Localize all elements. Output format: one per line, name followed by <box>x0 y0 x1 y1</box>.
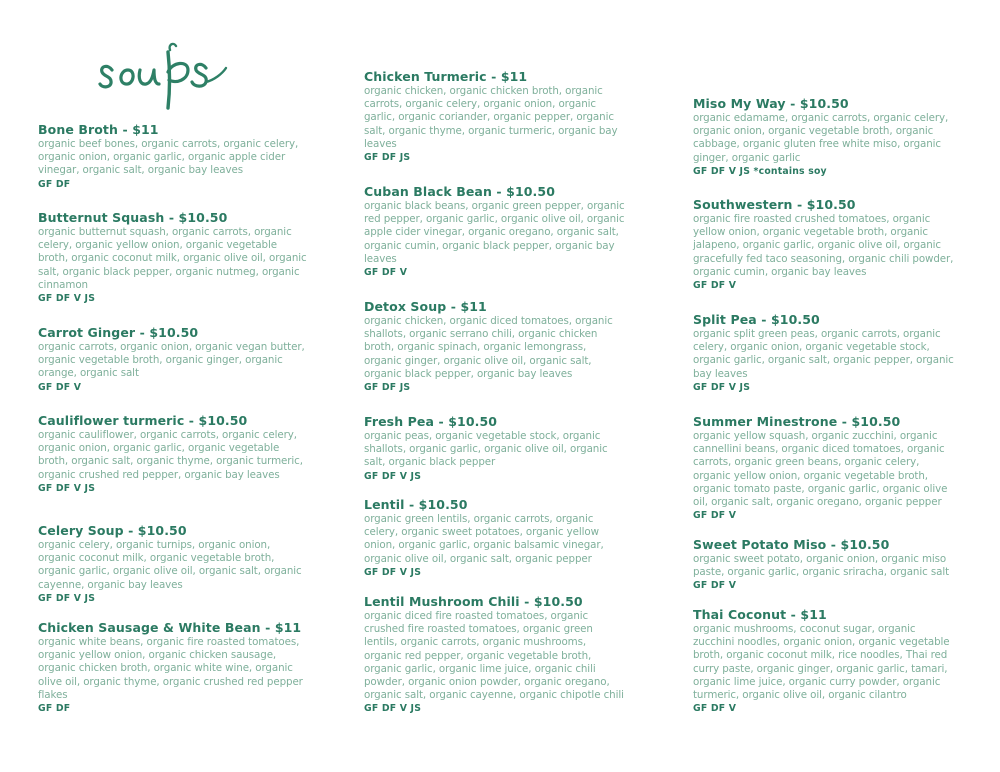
soup-ingredients: organic chicken, organic chicken broth, organic carrots, organic celery, organic onion, organic garlic, organic coriander, organic pepper, organic salt, organic thyme, organic turmeric, organic bay leaves <box>364 85 618 150</box>
menu-item <box>38 620 308 715</box>
diet-tags: GF DF <box>38 178 71 190</box>
diet-tags: GF DF V JS <box>38 482 96 494</box>
soup-name: Celery Soup - $10.50 <box>38 523 187 538</box>
diet-tags: GF DF V <box>38 381 82 393</box>
soup-ingredients: organic fire roasted crushed tomatoes, organic yellow onion, organic vegetable broth, organic jalapeno, organic garlic, organic olive oil, organic gracefully fed taco seasoning, organic chili powder, organic cumin, organic bay leaves <box>693 213 954 278</box>
menu-item <box>364 594 626 715</box>
soup-ingredients: organic edamame, organic carrots, organic celery, organic onion, organic vegetable broth, organic cabbage, organic gluten free white miso, organic ginger, organic garlic <box>693 112 949 164</box>
soup-ingredients: organic beef bones, organic carrots, organic celery, organic onion, organic garlic, organic apple cider vinegar, organic salt, organic bay leaves <box>38 138 299 177</box>
diet-tags: GF DF V JS <box>364 703 422 715</box>
menu-item <box>693 96 955 178</box>
menu-item <box>693 607 955 715</box>
soup-name: Detox Soup - $11 <box>364 299 487 314</box>
soup-ingredients: organic mushrooms, coconut sugar, organic zucchini noodles, organic onion, organic vegetable broth, organic coconut milk, rice noodles, Thai red curry paste, organic ginger, organic garlic, tamari, organic lime juice, organic curry powder, organic turmeric, organic olive oil, organic cilantro <box>693 623 950 702</box>
diet-tags: GF DF JS <box>364 152 411 164</box>
soup-name: Chicken Sausage & White Bean - $11 <box>38 620 302 635</box>
menu-item <box>38 413 308 495</box>
menu-item <box>693 197 955 292</box>
soup-name: Chicken Turmeric - $11 <box>364 69 528 84</box>
menu-item <box>38 325 308 394</box>
diet-tags: GF DF V JS <box>693 381 751 393</box>
diet-tags: GF DF V JS *contains soy <box>693 165 827 177</box>
menu-item <box>364 497 626 579</box>
diet-tags: GF DF <box>38 703 71 715</box>
soup-name: Sweet Potato Miso - $10.50 <box>693 537 890 552</box>
diet-tags: GF DF V <box>693 280 737 292</box>
soup-name: Miso My Way - $10.50 <box>693 96 849 111</box>
soup-name: Fresh Pea - $10.50 <box>364 414 498 429</box>
menu-item <box>693 537 955 592</box>
soup-ingredients: organic butternut squash, organic carrots, organic celery, organic yellow onion, organic vegetable broth, organic coconut milk, organic olive oil, organic salt, organic black pepper, organic nutmeg, organic cinnamon <box>38 226 307 291</box>
soup-ingredients: organic yellow squash, organic zucchini, organic cannellini beans, organic diced tomatoes, organic carrots, organic green beans, organic celery, organic yellow onion, organic vegetable broth, organic tomato paste, organic garlic, organic olive oil, organic salt, organic oregano, organic pepper <box>693 430 948 509</box>
diet-tags: GF DF V JS <box>38 293 96 305</box>
soup-ingredients: organic white beans, organic fire roasted tomatoes, organic yellow onion, organic chicken sausage, organic chicken broth, organic white wine, organic olive oil, organic thyme, organic crushed red pepper flakes <box>38 636 303 701</box>
diet-tags: GF DF V <box>693 580 737 592</box>
soup-ingredients: organic peas, organic vegetable stock, organic shallots, organic garlic, organic olive oil, organic salt, organic black pepper <box>364 430 608 469</box>
soups-script-logo <box>98 30 238 112</box>
soup-ingredients: organic chicken, organic diced tomatoes, organic shallots, organic serrano chili, organic chicken broth, organic spinach, organic lemongrass, organic ginger, organic olive oil, organic salt, organic black pepper, organic bay leaves <box>364 315 613 380</box>
soup-name: Butternut Squash - $10.50 <box>38 210 228 225</box>
menu-item <box>364 69 626 164</box>
soup-name: Lentil - $10.50 <box>364 497 468 512</box>
soup-ingredients: organic green lentils, organic carrots, organic celery, organic sweet potatoes, organic yellow onion, organic garlic, organic balsamic vinegar, organic olive oil, organic salt, organic pepper <box>364 513 604 565</box>
soup-ingredients: organic diced fire roasted tomatoes, organic crushed fire roasted tomatoes, organic green lentils, organic carrots, organic mushrooms, organic red pepper, organic vegetable broth, organic garlic, organic lime juice, organic chili powder, organic onion powder, organic oregano, organic salt, organic cayenne, organic chipotle chili <box>364 610 624 702</box>
diet-tags: GF DF V <box>693 703 737 715</box>
diet-tags: GF DF V JS <box>38 592 96 604</box>
soup-ingredients: organic black beans, organic green pepper, organic red pepper, organic garlic, organic olive oil, organic apple cider vinegar, organic oregano, organic salt, organic cumin, organic black pepper, organic bay leaves <box>364 200 625 265</box>
soup-ingredients: organic sweet potato, organic onion, organic miso paste, organic garlic, organic sriracha, organic salt <box>693 553 950 579</box>
menu-item <box>693 312 955 394</box>
diet-tags: GF DF JS <box>364 382 411 394</box>
menu-item <box>364 299 626 394</box>
soup-ingredients: organic celery, organic turnips, organic onion, organic coconut milk, organic vegetable broth, organic garlic, organic olive oil, organic salt, organic cayenne, organic bay leaves <box>38 539 302 591</box>
soup-name: Carrot Ginger - $10.50 <box>38 325 199 340</box>
soup-name: Bone Broth - $11 <box>38 122 159 137</box>
menu-item <box>693 414 955 522</box>
soup-name: Summer Minestrone - $10.50 <box>693 414 901 429</box>
soup-name: Southwestern - $10.50 <box>693 197 856 212</box>
diet-tags: GF DF V <box>364 267 408 279</box>
diet-tags: GF DF V JS <box>364 566 422 578</box>
menu-item <box>38 210 308 305</box>
soup-name: Cauliflower turmeric - $10.50 <box>38 413 248 428</box>
soup-name: Thai Coconut - $11 <box>693 607 827 622</box>
menu-item <box>364 184 626 279</box>
soup-name: Lentil Mushroom Chili - $10.50 <box>364 594 583 609</box>
soup-ingredients: organic cauliflower, organic carrots, organic celery, organic onion, organic garlic, organic vegetable broth, organic salt, organic thyme, organic turmeric, organic crushed red pepper, organic bay leaves <box>38 429 303 481</box>
soup-ingredients: organic carrots, organic onion, organic vegan butter, organic vegetable broth, organic ginger, organic orange, organic salt <box>38 341 305 380</box>
soup-name: Split Pea - $10.50 <box>693 312 820 327</box>
menu-item <box>38 122 308 191</box>
diet-tags: GF DF V <box>693 510 737 522</box>
diet-tags: GF DF V JS <box>364 470 422 482</box>
soup-name: Cuban Black Bean - $10.50 <box>364 184 555 199</box>
menu-item <box>364 414 626 483</box>
soup-ingredients: organic split green peas, organic carrots, organic celery, organic onion, organic vegetable stock, organic garlic, organic salt, organic pepper, organic bay leaves <box>693 328 954 380</box>
menu-item <box>38 523 308 605</box>
